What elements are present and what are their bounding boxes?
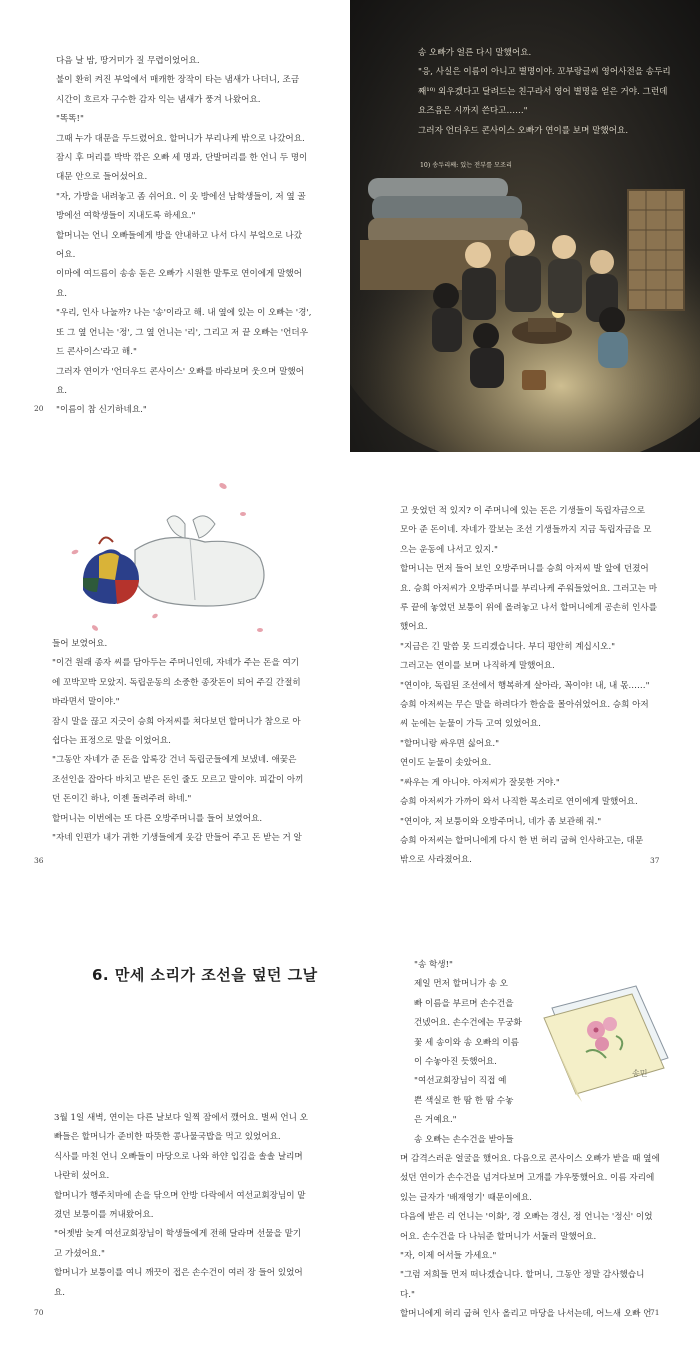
text-line: 다." [400,1289,415,1300]
text-line: "여선교회장님이 직접 예 [414,1076,507,1087]
text-line: 드 콘사이스'라고 해." [56,347,137,358]
text-line: 그때 누가 대문을 두드렸어요. 할머니가 부리나케 밖으로 나갔어요. [56,133,305,144]
text-line: 요. [56,385,68,396]
text-line: 승희 아저씨는 무슨 말을 하려다가 한숨을 몰아쉬었어요. 승희 아저 [400,700,649,711]
page-number: 71 [650,1308,660,1317]
text-line: 요. 승희 아저씨가 오방주머니를 부리나케 주워들었어요. 그러고는 마 [400,583,658,594]
text-line: 할머니가 보퉁이를 여니 깨끗이 접은 손수건이 여러 장 들어 있었어 [54,1268,303,1279]
text-line: 대문 안으로 들어섰어요. [56,172,148,183]
text-line: "송 학생!" [414,960,453,970]
text-line: 요. [56,288,68,299]
page-20-body-text [56,52,318,421]
text-line: "우리, 인사 나눌까? 나는 '송'이라고 해. 내 옆에 있는 이 오빠는 '경', [56,308,312,319]
text-line: "자, 이제 어서들 가세요." [400,1251,497,1262]
page-71 [350,904,700,1356]
text-line: 어요. [56,250,76,261]
text-line: 모아 준 돈이네. 자네가 깔보는 조선 기생들까지 지금 독립자금을 모 [400,525,652,536]
text-line: 제일 먼저 할머니가 송 오 [414,979,508,990]
text-line: 들어 보였어요. [52,639,108,649]
text-line: 씨 눈에는 눈물이 가득 고여 있었어요. [400,719,541,730]
text-line: 요즈음은 시까지 쓴다고……" [418,106,528,117]
text-line: 승희 아저씨가 가까이 와서 나직한 목소리로 연이에게 말했어요. [400,797,638,808]
text-line: "이건 원래 종자 씨를 담아두는 주머니인데, 자네가 주는 돈을 여기 [52,658,300,669]
page-70-body-text [54,1109,316,1303]
text-line: 으는 운동에 나서고 있지." [400,544,498,555]
text-line: 송 오빠가 얼른 다시 말했어요. [418,48,532,58]
text-line: 할머니는 언니 오빠들에게 방을 안내하고 나서 다시 부엌으로 나갔 [56,230,302,241]
page-number: 37 [650,856,660,865]
text-line: 째¹⁰⁾ 외우겠다고 달려드는 친구라서 영어 별명을 얻은 거야. 그런데 [418,86,668,97]
text-line: 루 끝에 놓였던 보퉁이 위에 올려놓고 나서 할머니에게 공손히 인사를 [400,603,658,614]
text-line: 겼던 보퉁이를 꺼내왔어요. [54,1210,154,1221]
book-spread-pages-70-71 [0,904,700,1356]
text-line: 조선인을 잡아다 바치고 받은 돈인 줄도 모르고 말이야. 피같이 아끼 [52,774,304,785]
text-line: 할머니가 행주치마에 손을 닦으며 안방 다락에서 여선교회장님이 맡 [54,1190,306,1201]
text-line: 던 돈이긴 하나, 이젠 돌려주려 하네." [52,794,192,805]
text-line: 할머니는 이번에는 또 다른 오방주머니를 들어 보였어요. [52,813,263,824]
text-line: 할머니는 먼저 들어 보인 오방주머니를 승희 아저씨 발 앞에 던졌어 [400,564,649,575]
text-line: 쉽다는 표정으로 말을 이었어요. [52,736,171,747]
page-71-body-text-narrow [414,956,554,1150]
page-36-body-text [52,635,316,848]
text-line: "자, 가방을 내려놓고 좀 쉬어요. 이 옷 방에선 남학생들이, 저 옆 골 [56,191,306,202]
text-line: 다음 날 밤, 땅거미가 질 무렵이었어요. [56,56,200,66]
footnote: 10) 송두리째: 있는 전부를 모조리 [420,162,512,169]
text-line: 고 가셨어요." [54,1248,105,1259]
text-line: 쁜 색실로 한 땀 한 땀 수놓 [414,1095,514,1106]
text-line: 불이 환히 켜진 부엌에서 매캐한 장작이 타는 냄새가 나더니, 조금 [56,75,300,86]
text-line: "싸우는 게 아니야. 아저씨가 잘못한 거야." [400,777,560,788]
text-line: "응, 사실은 이름이 아니고 별명이야. 꼬부랑글씨 영어사전을 송두리 [418,67,671,78]
text-line: 어요. 손수건을 다 나눠준 할머니가 서둘러 말했어요. [400,1231,597,1242]
text-line: 빠들은 할머니가 준비한 따뜻한 콩나물국밥을 먹고 있었어요. [54,1132,281,1143]
text-line: 다음에 받은 리 언니는 '이화', 경 오빠는 경신, 정 언니는 '정신' 이었 [400,1212,653,1223]
text-line: 나란히 섰어요. [54,1171,110,1182]
text-line: 그러자 언더우드 콘사이스 오빠가 연이를 보며 말했어요. [418,125,629,136]
chapter-title: 6. 만세 소리가 조선을 덮던 그날 [92,966,318,984]
page-71-body-text-full [400,1150,666,1325]
text-line: 이마에 여드름이 송송 돋은 오빠가 시원한 말투로 연이에게 말했어 [56,269,302,280]
page-21-illustration [350,0,700,452]
text-line: 며 감격스러운 얼굴을 했어요. 다음으로 콘사이스 오빠가 받을 때 옆에 [400,1154,660,1164]
pouch-and-bundle-illustration [55,480,285,650]
text-line: 송 오빠는 손수건을 받아들 [414,1134,514,1145]
text-line: 할머니에게 허리 굽혀 인사 올리고 마당을 나서는데, 어느새 오빠 언 [400,1309,652,1320]
text-line: 또 그 옆 언니는 '정', 그 옆 언니는 '리', 그리고 저 끝 오빠는 '언더우 [56,327,309,338]
text-line: 빠 이름을 부르며 손수건을 [414,998,514,1009]
page-37-body-text [400,502,664,871]
page-number: 36 [34,856,44,865]
text-line: "이름이 참 신기하네요." [56,405,147,416]
text-line: 잠시 말을 끊고 지긋이 승희 아저씨를 쳐다보던 할머니가 참으로 아 [52,716,301,727]
text-line: 건넸어요. 손수건에는 무궁화 [414,1018,522,1029]
text-line: 바라면서 말이야." [52,697,120,708]
text-line: "자네 인편가 내가 귀한 기생들에게 옷감 만들어 주고 돈 받는 거 알 [52,833,302,844]
text-line: "어젯밤 늦게 여선교회장님이 학생들에게 전해 달라며 선물을 맡기 [54,1229,302,1240]
handkerchief-illustration [536,978,676,1118]
text-line: "똑똑!" [56,114,84,125]
text-line: 에 꼬박꼬박 모았지. 독립운동의 소중한 종잣돈이 되어 주길 간절히 [52,677,301,688]
book-spread-pages-20-21 [0,0,700,453]
text-line: "그럼 저희들 먼저 떠나겠습니다. 할머니, 그동안 정말 감사했습니 [400,1270,645,1281]
text-line: 3월 1일 새벽, 연이는 다른 날보다 일찍 잠에서 깼어요. 벌써 언니 오 [54,1113,308,1123]
page-20 [0,0,350,452]
text-line: 그러고는 연이를 보며 나직하게 말했어요. [400,661,555,672]
book-spread-pages-36-37 [0,452,700,905]
text-line: 연이도 눈물이 솟았어요. [400,758,492,769]
text-line: 섰던 연이가 손수건을 넘겨다보며 고개를 갸우뚱했어요. 이름 자리에 [400,1173,655,1184]
page-37 [350,452,700,904]
text-line: 잠시 후 머리를 박박 깎은 오빠 세 명과, 단발머리를 한 언니 두 명이 [56,153,308,164]
text-line: 시간이 흐르자 구수한 감자 익는 냄새가 풍겨 나왔어요. [56,94,261,105]
text-line: 꽃 세 송이와 송 오빠의 이름 [414,1037,519,1048]
text-line: "연이야, 독립된 조선에서 행복하게 살아라, 꼭이야! 내, 내 몫……" [400,680,650,691]
text-line: 그러자 연이가 '언더우드 콘사이스' 오빠를 바라보며 웃으며 말했어 [56,366,304,377]
text-line: 했어요. [400,622,428,633]
text-line: 요. [54,1287,66,1298]
text-line: "그동안 자네가 준 돈을 압록강 건너 독립군들에게 보냈네. 애꿎은 [52,755,297,766]
text-line: 고 웃었던 적 있지? 이 주머니에 있는 돈은 기생들이 독립자금으로 [400,506,646,516]
text-line: "할머니랑 싸우면 싫어요." [400,738,500,749]
text-line: 밖으로 사라졌어요. [400,855,472,866]
page-number: 20 [34,404,44,413]
text-line: "지금은 긴 말씀 못 드리겠습니다. 부디 평안히 계십시오." [400,641,616,652]
text-line: 식사를 마친 언니 오빠들이 마당으로 나와 하얀 입김을 솔솔 날리며 [54,1151,303,1162]
text-line: 있는 글자가 '배재영기' 때문이에요. [400,1192,532,1203]
text-line: 이 수놓아진 듯했어요. [414,1057,497,1068]
text-line: 은 거예요." [414,1115,457,1126]
page-70 [0,904,350,1356]
text-line: 승희 아저씨는 할머니에게 다시 한 번 허리 굽혀 인사하고는, 대문 [400,835,644,846]
gathering-illustration [350,0,700,452]
handkerchief-label: 송민 [632,1069,648,1078]
page-number: 70 [34,1308,44,1317]
text-line: "연이야, 저 보퉁이와 오방주머니, 네가 좀 보관해 줘." [400,816,602,827]
text-line: 방에선 여학생들이 지내도록 하세요." [56,211,196,222]
page-36 [0,452,350,904]
